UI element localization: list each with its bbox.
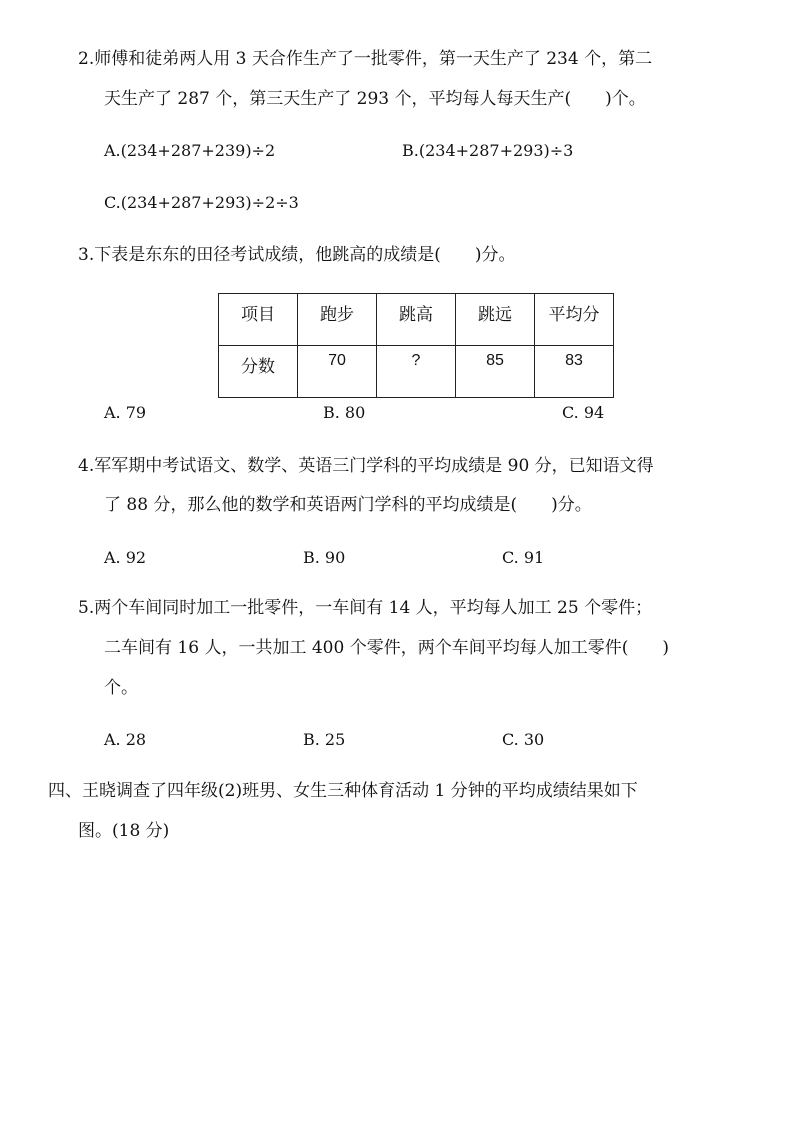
q5-option-b[interactable]: B. 25 (303, 730, 346, 749)
table-cell: 分数 (219, 346, 298, 398)
score-table (218, 293, 614, 398)
q3-option-c[interactable]: C. 94 (562, 403, 605, 422)
section4-text-line-2: 图。(18 分) (78, 821, 170, 841)
q4-option-c[interactable]: C. 91 (502, 548, 545, 567)
table-header-cell: 项目 (219, 294, 298, 346)
section4-text-line-1: 四、王晓调查了四年级(2)班男、女生三种体育活动 1 分钟的平均成绩结果如下 (48, 781, 638, 801)
score-table-header-row (219, 294, 614, 346)
q5-option-a[interactable]: A. 28 (104, 730, 147, 749)
q5-text-line-2: 二车间有 16 人，一共加工 400 个零件，两个车间平均每人加工零件( ) (104, 638, 669, 658)
q2-text-line-2: 天生产了 287 个，第三天生产了 293 个，平均每人每天生产( )个。 (104, 89, 646, 109)
table-cell: 83 (535, 346, 614, 398)
q3-option-b[interactable]: B. 80 (323, 403, 366, 422)
q2-option-b[interactable]: B.(234+287+293)÷3 (402, 141, 574, 160)
q5-option-c[interactable]: C. 30 (502, 730, 545, 749)
table-header-cell: 跳远 (456, 294, 535, 346)
table-cell: 70 (298, 346, 377, 398)
q3-option-a[interactable]: A. 79 (104, 403, 147, 422)
table-header-cell: 平均分 (535, 294, 614, 346)
q2-text-line-1: 2.师傅和徒弟两人用 3 天合作生产了一批零件，第一天生产了 234 个，第二 (78, 49, 653, 69)
q4-option-a[interactable]: A. 92 (104, 548, 147, 567)
table-cell: 85 (456, 346, 535, 398)
q4-text-line-1: 4.军军期中考试语文、数学、英语三门学科的平均成绩是 90 分，已知语文得 (78, 456, 654, 476)
table-header-cell: 跑步 (298, 294, 377, 346)
q4-text-line-2: 了 88 分，那么他的数学和英语两门学科的平均成绩是( )分。 (104, 495, 592, 515)
q2-option-a[interactable]: A.(234+287+239)÷2 (104, 141, 276, 160)
q3-text-line-1: 3.下表是东东的田径考试成绩，他跳高的成绩是( )分。 (78, 245, 516, 265)
q5-text-line-1: 5.两个车间同时加工一批零件，一车间有 14 人，平均每人加工 25 个零件； (78, 598, 653, 618)
q5-text-line-3: 个。 (104, 678, 138, 698)
q4-option-b[interactable]: B. 90 (303, 548, 346, 567)
table-cell: ? (377, 346, 456, 398)
table-header-cell: 跳高 (377, 294, 456, 346)
q2-option-c[interactable]: C.(234+287+293)÷2÷3 (104, 193, 299, 212)
score-table-data-row (219, 346, 614, 398)
